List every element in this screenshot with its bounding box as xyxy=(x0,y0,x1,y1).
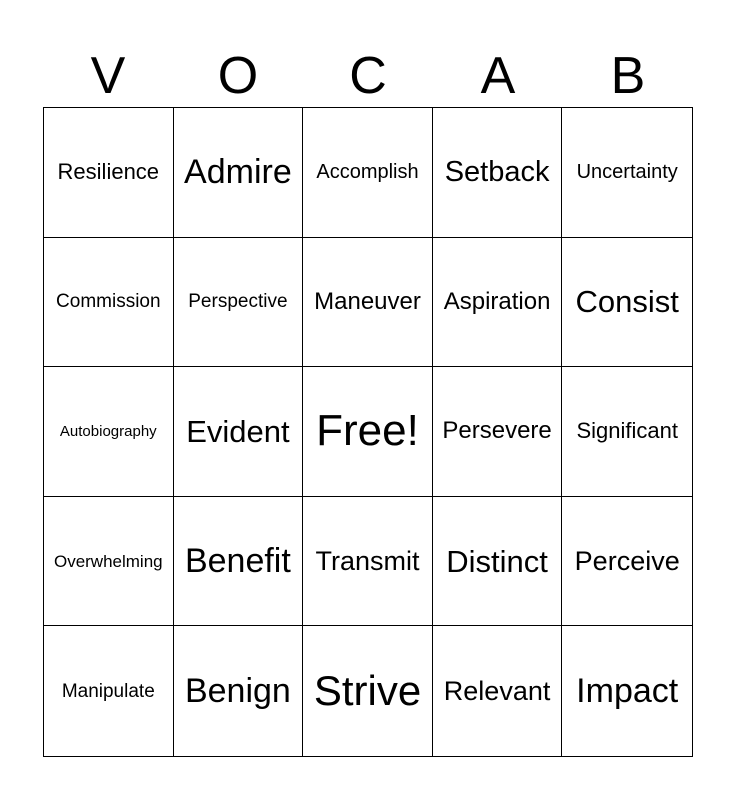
bingo-cell[interactable]: Impact xyxy=(576,672,679,711)
bingo-cell[interactable]: Accomplish xyxy=(303,108,433,238)
bingo-cell[interactable]: Significant xyxy=(562,367,692,497)
bingo-cell[interactable]: Resilience xyxy=(44,108,174,238)
header-letter-b: B xyxy=(610,47,646,105)
bingo-cell[interactable]: Relevant xyxy=(433,626,563,756)
header-letter-a: A xyxy=(480,47,516,105)
bingo-cell[interactable]: Distinct xyxy=(433,497,563,627)
bingo-cell[interactable]: Consist xyxy=(562,238,692,368)
bingo-cell[interactable]: Maneuver xyxy=(303,238,433,368)
bingo-cell[interactable]: Aspiration xyxy=(433,238,563,368)
bingo-cell[interactable]: Persevere xyxy=(433,367,563,497)
bingo-cell[interactable]: Benign xyxy=(174,626,304,756)
free-space-cell[interactable]: Free! xyxy=(303,367,433,497)
bingo-cell[interactable]: Manipulate xyxy=(44,626,174,756)
bingo-board xyxy=(43,107,693,757)
header-letter-o: O xyxy=(217,47,259,105)
header-letter-c: C xyxy=(349,47,387,105)
bingo-cell[interactable]: Strive xyxy=(303,626,433,756)
bingo-cell[interactable]: Uncertainty xyxy=(562,108,692,238)
bingo-header xyxy=(43,44,693,108)
header-letter-v: V xyxy=(90,47,126,105)
bingo-cell[interactable]: Setback xyxy=(433,108,563,238)
bingo-cell[interactable]: Commission xyxy=(44,238,174,368)
bingo-cell[interactable]: Admire xyxy=(174,108,304,238)
bingo-cell[interactable]: Perceive xyxy=(562,497,692,627)
bingo-cell[interactable]: Benefit xyxy=(174,497,304,627)
bingo-cell[interactable]: Overwhelming xyxy=(44,497,174,627)
bingo-cell[interactable]: Evident xyxy=(174,367,304,497)
bingo-cell[interactable]: Perspective xyxy=(174,238,304,368)
bingo-cell[interactable]: Transmit xyxy=(303,497,433,627)
bingo-cell[interactable]: Autobiography xyxy=(44,367,174,497)
